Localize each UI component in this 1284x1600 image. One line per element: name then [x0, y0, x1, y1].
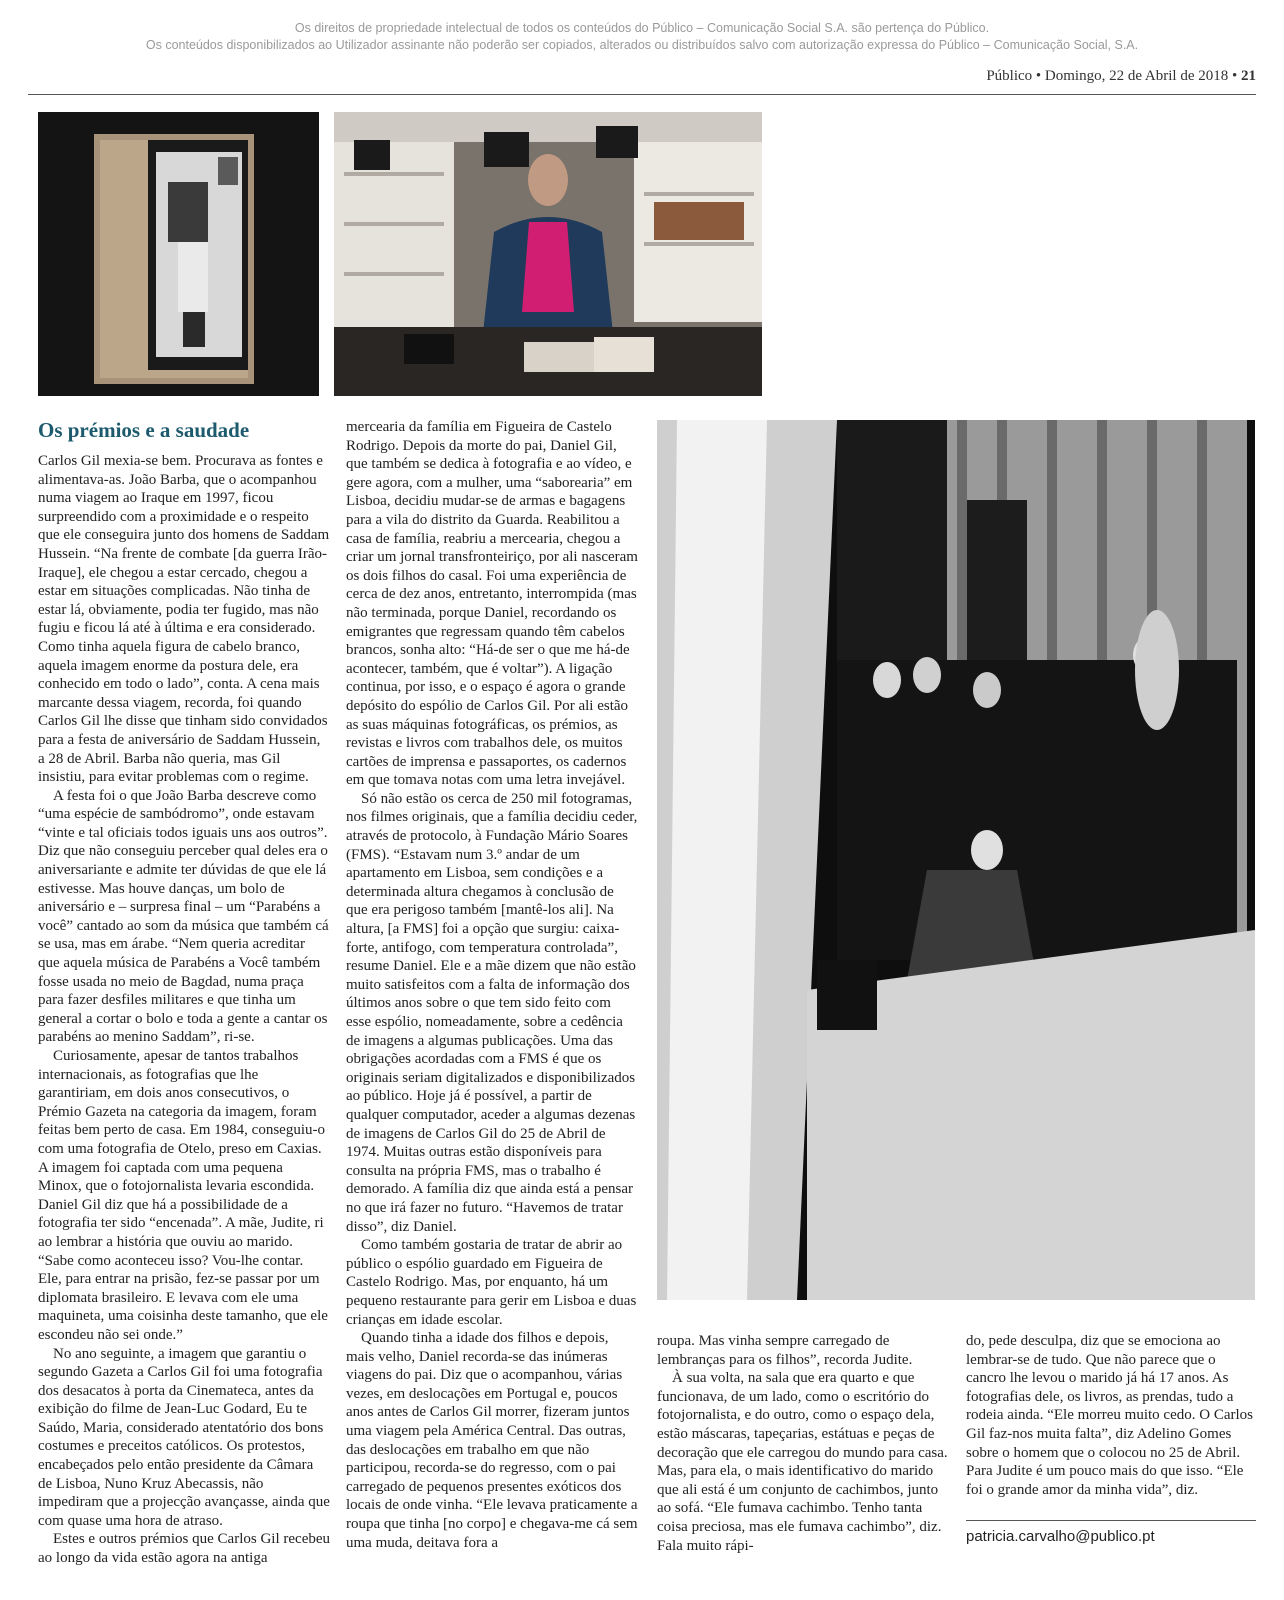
- paragraph: No ano seguinte, a imagem que garantiu o segundo Gazeta a Carlos Gil foi uma fotografia dos desacatos à porta da Cinemateca, antes da exibição do filme de Jean-Luc Godard, Eu te Saúdo, Maria, considerado atentatório dos bons costumes e preceitos católicos. Os protestos, encabeçados pelo então presidente da Câmara de Lisboa, Nuno Kruz Abecassis, não impediram que a projecção avançasse, ainda que com quase uma hora de atraso.: [38, 1345, 330, 1529]
- album-photo: [38, 112, 319, 396]
- header-rule: [28, 94, 1256, 95]
- historic-illustration: [657, 420, 1255, 1300]
- article-column-3: [657, 1332, 949, 1555]
- paragraph: Como também gostaria de tratar de abrir ao público o espólio guardado em Figueira de Castelo Rodrigo. Mas, por enquanto, há um pequeno restaurante para gerir em Lisboa e duas crianças em idade escolar.: [346, 1237, 637, 1328]
- copyright-line-2: Os conteúdos disponibilizados ao Utilizador assinante não poderão ser copiados, alterados ou distribuídos salvo com autorização expressa do Público – Comunicação Social, S.A.: [145, 38, 1139, 52]
- paragraph: A festa foi o que João Barba descreve como “uma espécie de sambódromo”, onde estavam “vinte e tal oficiais todos iguais uns aos outros”. Diz que não conseguiu perceber qual deles era o aniversariante e admite ter dúvidas de que ele lá estivesse. Mas houve danças, um bolo de aniversário e – surpresa final – um “Parabéns a você” cantado ao som da música que também cá se usa, mas em árabe. “Nem queria acreditar que aquela música de Parabéns a Você também fosse usada no meio de Bagdad, numa praça para fazer desfiles militares e que tinha um general a cortar o bolo e toda a gente a cantar os parabéns ao menino Saddam”, ri-se.: [38, 787, 329, 1046]
- historic-photo: [657, 420, 1255, 1300]
- paragraph: Quando tinha a idade dos filhos e depois, mais velho, Daniel recorda-se das inúmeras viagens do pai. Diz que o acompanhou, várias vezes, em deslocações em Portugal e, poucos anos antes de Carlos Gil morrer, fizeram juntos uma viagem pela América Central. Das outras, das deslocações em trabalho em que não participou, recorda-se do regresso, com o pai carregado de pequenos presentes exóticos dos locais de onde vinha. “Ele levava praticamente a roupa que tinha [no corpo] e chegava-me cá sem uma muda, deitava fora a: [346, 1330, 638, 1551]
- paragraph: Só não estão os cerca de 250 mil fotogramas, nos filmes originais, que a família decidiu ceder, através de protocolo, à Fundação Mário Soares (FMS). “Estavam num 3.º andar de um apartamento em Lisboa, sem condições e a determinada altura chegamos à conclusão de que era perigoso também [mantê-los ali]. Na altura, [a FMS] foi a opção que surgiu: caixa-forte, antifogo, com temperatura controlada”, resume Daniel. Ele e a mãe dizem que não estão muito satisfeitos com a falta de informação dos últimos anos sobre o que tem sido feito com esse espólio, nomeadamente, sobre a cedência de imagens a algumas publicações. Uma das obrigações acordadas com a FMS é que os originais seriam digitalizados e disponibilizados ao público. Hoje já é possível, a partir de qualquer computador, aceder a algumas dezenas de imagens de Carlos Gil do 25 de Abril de 1974. Muitas outras estão disponíveis para consulta na própria FMS, mas o trabalho é demorado. A família diz que ainda está a pensar no que irá fazer no futuro. “Havemos de tratar disso”, diz Daniel.: [346, 790, 638, 1235]
- paragraph: Estes e outros prémios que Carlos Gil recebeu ao longo da vida estão agora na antiga: [38, 1531, 331, 1567]
- folio-text: Público • Domingo, 22 de Abril de 2018 •: [986, 68, 1241, 84]
- paragraph: do, pede desculpa, diz que se emociona ao lembrar-se de tudo. Que não parece que o cancro lhe levou o marido já há 17 anos. As fotografias dele, os livros, as prendas, tudo a rodeia ainda. “Ele morreu muito cedo. O Carlos Gil faz-nos muita falta”, diz Adelino Gomes sobre o homem que o colocou no 25 de Abril. Para Judite é um pouco mais do que isso. “Ele foi o grande amor da minha vida”, diz.: [966, 1333, 1253, 1498]
- author-email[interactable]: patricia.carvalho@publico.pt: [966, 1528, 1155, 1545]
- album-illustration: [38, 112, 319, 396]
- paragraph: Curiosamente, apesar de tantos trabalhos internacionais, as fotografias que lhe garantiriam, em dois anos consecutivos, o Prémio Gazeta na categoria da imagem, foram feitas bem perto de casa. Em 1984, conseguiu-o com uma fotografia de Otelo, preso em Caxias. A imagem foi captada com uma pequena Minox, que o fotojornalista levaria escondida. Daniel Gil diz que há a possibilidade de a fotografia ter sido “encenada”. A mãe, Judite, ri ao lembrar a história que ouviu ao marido. “Sabe como aconteceu isso? Vou-lhe contar. Ele, para entrar na prisão, fez-se passar por um diplomata brasileiro. E levava com ele uma maquineta, uma coisinha deste tamanho, que ele escondeu não sei onde.”: [38, 1048, 328, 1343]
- paragraph: À sua volta, na sala que era quarto e que funcionava, de um lado, como o escritório do fotojornalista, e do outro, como o espaço dela, estão máscaras, tapeçarias, estátuas e peças de decoração que ele carregou do mundo para casa. Mas, para ela, o mais identificativo do marido que ali está é um conjunto de cachimbos, junto ao sofá. “Ele fumava cachimbo. Tenho tanta coisa preciosa, mas ele fumava cachimbo”, diz. Fala muito rápi-: [657, 1370, 948, 1554]
- paragraph: roupa. Mas vinha sempre carregado de lembranças para os filhos”, recorda Judite.: [657, 1333, 913, 1368]
- portrait-illustration: [334, 112, 762, 396]
- signature-rule: [966, 1520, 1256, 1521]
- portrait-photo: [334, 112, 762, 396]
- copyright-notice: [0, 20, 1284, 54]
- page-number: 21: [1241, 68, 1256, 84]
- article-column-2: [346, 418, 638, 1552]
- page-folio: [986, 68, 1256, 85]
- article-column-1: [38, 418, 330, 1568]
- paragraph: mercearia da família em Figueira de Castelo Rodrigo. Depois da morte do pai, Daniel Gil, que também se dedica à fotografia e ao vídeo, e gere agora, com a mulher, uma “saborearia” em Lisboa, decidiu mudar-se de armas e bagagens para a vila do distrito da Guarda. Reabilitou a casa de família, reabriu a mercearia, chegou a criar um jornal transfronteiriço, por ali nasceram os dois filhos do casal. Foi uma experiência de cerca de dez anos, entretanto, interrompida (mas não terminada, porque Daniel, recordando os emigrantes que regressam quando têm cabelos brancos, sonha alto: “Há-de ser o que me há-de acontecer, também, que é voltar”). A ligação continua, por isso, e o espaço é agora o grande depósito do espólio de Carlos Gil. Por ali estão as suas máquinas fotográficas, os prémios, as revistas e livros com trabalhos dele, os muitos cartões de imprensa e passaportes, os cadernos em que tomava notas com uma letra invejável.: [346, 419, 638, 789]
- paragraph: Carlos Gil mexia-se bem. Procurava as fontes e alimentava-as. João Barba, que o acompanhou numa viagem ao Iraque em 1997, ficou surpreendido com a proximidade e o respeito que ele conseguira junto dos homens de Saddam Hussein. “Na frente de combate [da guerra Irão-Iraque], ele chegou a estar cercado, chegou a estar em situações complicadas. Não tinha de estar lá, obviamente, podia ter fugido, mas não fugiu e ficou lá até à última e era considerado. Como tinha aquela figura de cabelo branco, aquela imagem enorme da postura dele, era conhecido em todo o lado”, conta. A cena mais marcante dessa viagem, recorda, foi quando Carlos Gil lhe disse que tinham sido convidados para a festa de aniversário de Saddam Hussein, a 28 de Abril. Barba não queria, mas Gil insistiu, para evitar problemas com o regime.: [38, 453, 330, 786]
- copyright-line-1: Os direitos de propriedade intelectual de todos os conteúdos do Público – Comunicação Social S.A. são pertença do Público.: [294, 21, 990, 35]
- article-column-4: [966, 1332, 1256, 1499]
- section-heading: Os prémios e a saudade: [38, 418, 250, 442]
